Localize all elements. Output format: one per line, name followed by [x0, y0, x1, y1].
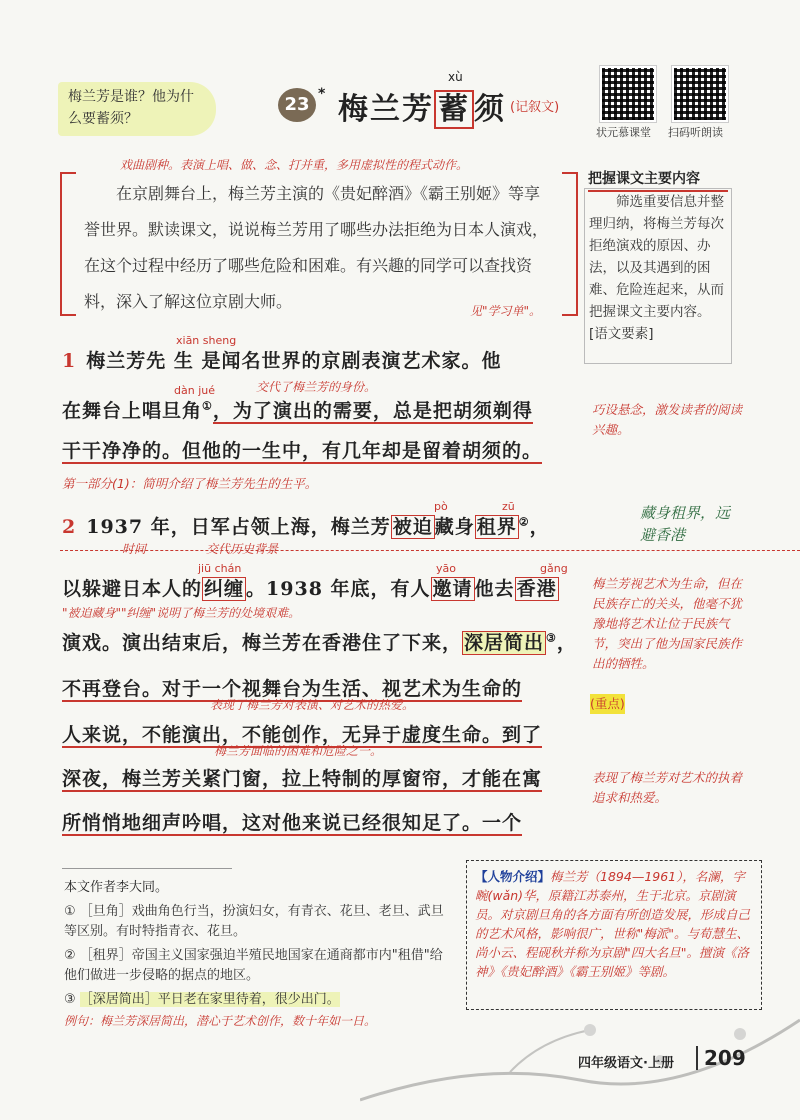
footnote-ref-3[interactable]: ③	[546, 631, 557, 645]
pinyin-zu: zū	[502, 500, 515, 513]
pinyin-xiansheng: xiān sheng	[176, 334, 237, 347]
handwritten-summary: 藏身租界，远避香港	[640, 504, 731, 544]
handwritten-note-jingju: 戏曲剧种。表演上唱、做、念、打并重，多用虚拟性的程式动作。	[120, 158, 469, 172]
sidenote-suspense: 巧设悬念，激发读者的阅读兴趣。	[592, 402, 743, 437]
guiding-question: 梅兰芳是谁？他为什么要蓄须？	[58, 82, 216, 136]
para2-line-5-text: 人来说，不能演出，不能创作，无异于虚度生命。到了	[62, 724, 543, 746]
para2-line-1b: ，	[529, 516, 550, 538]
para1-line-3-text: 干干净净的。但他的一生中，有几年却是留着胡须的。	[62, 440, 543, 462]
qr-code-icon[interactable]	[600, 66, 656, 122]
para1-line-1	[62, 346, 501, 373]
footnote-2-mark: ②	[64, 948, 76, 963]
title-part-1: 梅兰芳	[338, 92, 434, 127]
lesson-title	[338, 84, 506, 128]
para2-line-1	[62, 512, 550, 539]
sidenote-pursuit: 表现了梅兰芳对艺术的执着追求和热爱。	[592, 770, 743, 805]
note-situation: "被迫藏身""纠缠"说明了梅兰芳的处境艰难。	[62, 606, 301, 620]
footnote-divider	[62, 868, 232, 869]
page-number: 209	[704, 1046, 746, 1070]
example-sentence-note: 例句：梅兰芳深居简出，潜心于艺术创作，数十年如一日。	[64, 1014, 377, 1028]
pinyin-gang: gǎng	[540, 562, 568, 575]
para2-line-2a: 以躲避日本人的	[62, 578, 203, 600]
pinyin-po: pò	[434, 500, 448, 513]
para2-line-2b: 。1938 年底，有人	[246, 578, 431, 600]
footnote-3-mark: ③	[64, 992, 76, 1007]
note-danger: 梅兰芳面临的困难和危险之一。	[214, 744, 383, 758]
para2-line-3a: 演戏。演出结束后，梅兰芳在香港住了下来，	[62, 632, 463, 654]
footer-book-title: 四年级语文·上册	[578, 1056, 674, 1071]
para2-line-7-text: 所悄悄地细声吟唱，这对他来说已经很知足了。一个	[62, 812, 523, 834]
footnote-ref-1[interactable]: ①	[202, 399, 213, 413]
note-identity: 交代了梅兰芳的身份。	[256, 380, 377, 394]
sidebar-heading: 把握课文主要内容	[588, 168, 728, 192]
footer-separator	[696, 1046, 698, 1070]
qr-code-icon[interactable]	[672, 66, 728, 122]
note-love: 表现了梅兰芳对表演、对艺术的热爱。	[210, 698, 415, 712]
author-note: 本文作者李大同。	[64, 880, 169, 895]
pinyin-jiuchan: jiū chán	[198, 562, 242, 575]
footnote-1	[64, 902, 454, 942]
footnote-2	[64, 946, 454, 986]
paragraph-number: 1	[62, 350, 77, 372]
para1-line-2	[62, 396, 533, 423]
para2-line-3	[62, 628, 577, 655]
footnote-ref-2[interactable]: ②	[518, 515, 530, 529]
note-time: 时间	[122, 542, 147, 556]
word-xianggang: 香港	[516, 578, 557, 600]
pinyin-danjue: dàn jué	[174, 384, 215, 397]
character-bio-box	[466, 860, 762, 1010]
key-point-badge: (重点)	[590, 694, 625, 714]
bio-text: 梅兰芳（1894—1961），名澜，字畹(wǎn)华，原籍江苏泰州，生于北京。京剧演员。对京剧旦角的各方面有所创造发展，形成自己的艺术风格，影响很广，世称"梅派"。与荀慧生、尚小云、程砚秋并称为京剧"四大名旦"。擅演《洛神》《贵妃醉酒》《霸王别姬》等剧。	[475, 869, 751, 979]
footnote-3-text: ［深居简出］平日老在家里待着，很少出门。	[79, 992, 340, 1007]
footnote-2-text: ［租界］帝国主义国家强迫半殖民地国家在通商都市内"租借"给他们做进一步侵略的据点的地区。	[64, 948, 443, 983]
intro-reference-note: 见"学习单"。	[470, 304, 542, 318]
lesson-number-badge: 23	[278, 88, 316, 122]
para1-line-1-text: 梅兰芳先 生 是闻名世界的京剧表演艺术家。他	[86, 350, 502, 372]
word-jiuchan: 纠缠	[204, 578, 245, 600]
intro-paragraph: 在京剧舞台上，梅兰芳主演的《贵妃醉酒》《霸王别姬》等享誉世界。默读课文，说说梅兰芳用了哪些办法拒绝为日本人演戏，在这个过程中经历了哪些危险和困难。有兴趣的同学可以查找资料，深入了解这位京剧大师。	[84, 184, 549, 311]
title-part-2: 须	[474, 92, 506, 127]
note-background: 交代历史背景	[206, 542, 279, 556]
para2-line-2	[62, 574, 559, 601]
footnote-1-mark: ①	[64, 904, 76, 919]
word-beipo: 被迫	[392, 516, 433, 538]
word-shenjujianchu: 深居简出	[464, 632, 545, 654]
para2-line-6	[62, 764, 542, 791]
para2-line-7	[62, 808, 522, 835]
intro-bracket-left	[60, 172, 76, 316]
qr-label-audio: 扫码听朗读	[668, 126, 723, 139]
para1-line-2b: ，为了演出的需要，总是把胡须剃得	[212, 400, 533, 422]
lesson-star-mark: *	[318, 86, 326, 102]
part-one-summary: 第一部分(1)：简明介绍了梅兰芳先生的生平。	[62, 476, 318, 491]
divider-line	[60, 550, 800, 551]
genre-label: (记叙文)	[510, 100, 560, 115]
qr-label-mooc: 状元慕课堂	[596, 126, 651, 139]
bio-label: 【人物介绍】	[475, 869, 551, 884]
title-boxed-char: 蓄	[434, 90, 474, 129]
para2-line-4-text: 不再登台。对于一个视舞台为生活、视艺术为生命的	[62, 678, 523, 700]
word-cangshen: 藏身	[434, 516, 475, 538]
para2-line-6-text: 深夜，梅兰芳关紧门窗，拉上特制的厚窗帘，才能在寓	[62, 768, 543, 790]
pinyin-yao: yāo	[436, 562, 456, 575]
footnote-1-text: ［旦角］戏曲角色行当，扮演妇女，有青衣、花旦、老旦、武旦等区别。有时特指青衣、花旦。	[64, 904, 444, 939]
paragraph-number: 2	[62, 516, 77, 538]
para1-line-2a: 在舞台上唱旦角	[62, 400, 203, 422]
word-zujie: 租界	[476, 516, 517, 538]
intro-bracket-right	[562, 172, 578, 316]
para2-line-3b: ，	[556, 632, 577, 654]
sidebar-text: 筛选重要信息并整理归纳，将梅兰芳每次拒绝演戏的原因、办法，以及其遇到的困难、危险连起来，从而把握课文主要内容。[语文要素]	[584, 188, 732, 364]
sidenote-patriotism: 梅兰芳视艺术为生命，但在民族存亡的关头，他毫不犹豫地将艺术让位于民族气节，突出了他为国家民族作出的牺牲。	[592, 576, 743, 671]
para2-line-1a: 1937 年，日军占领上海，梅兰芳	[86, 516, 391, 538]
para1-line-3	[62, 436, 542, 463]
para2-line-2c: 他去	[474, 578, 515, 600]
word-yaoqing: 邀请	[432, 578, 473, 600]
title-pinyin: xù	[448, 70, 463, 84]
